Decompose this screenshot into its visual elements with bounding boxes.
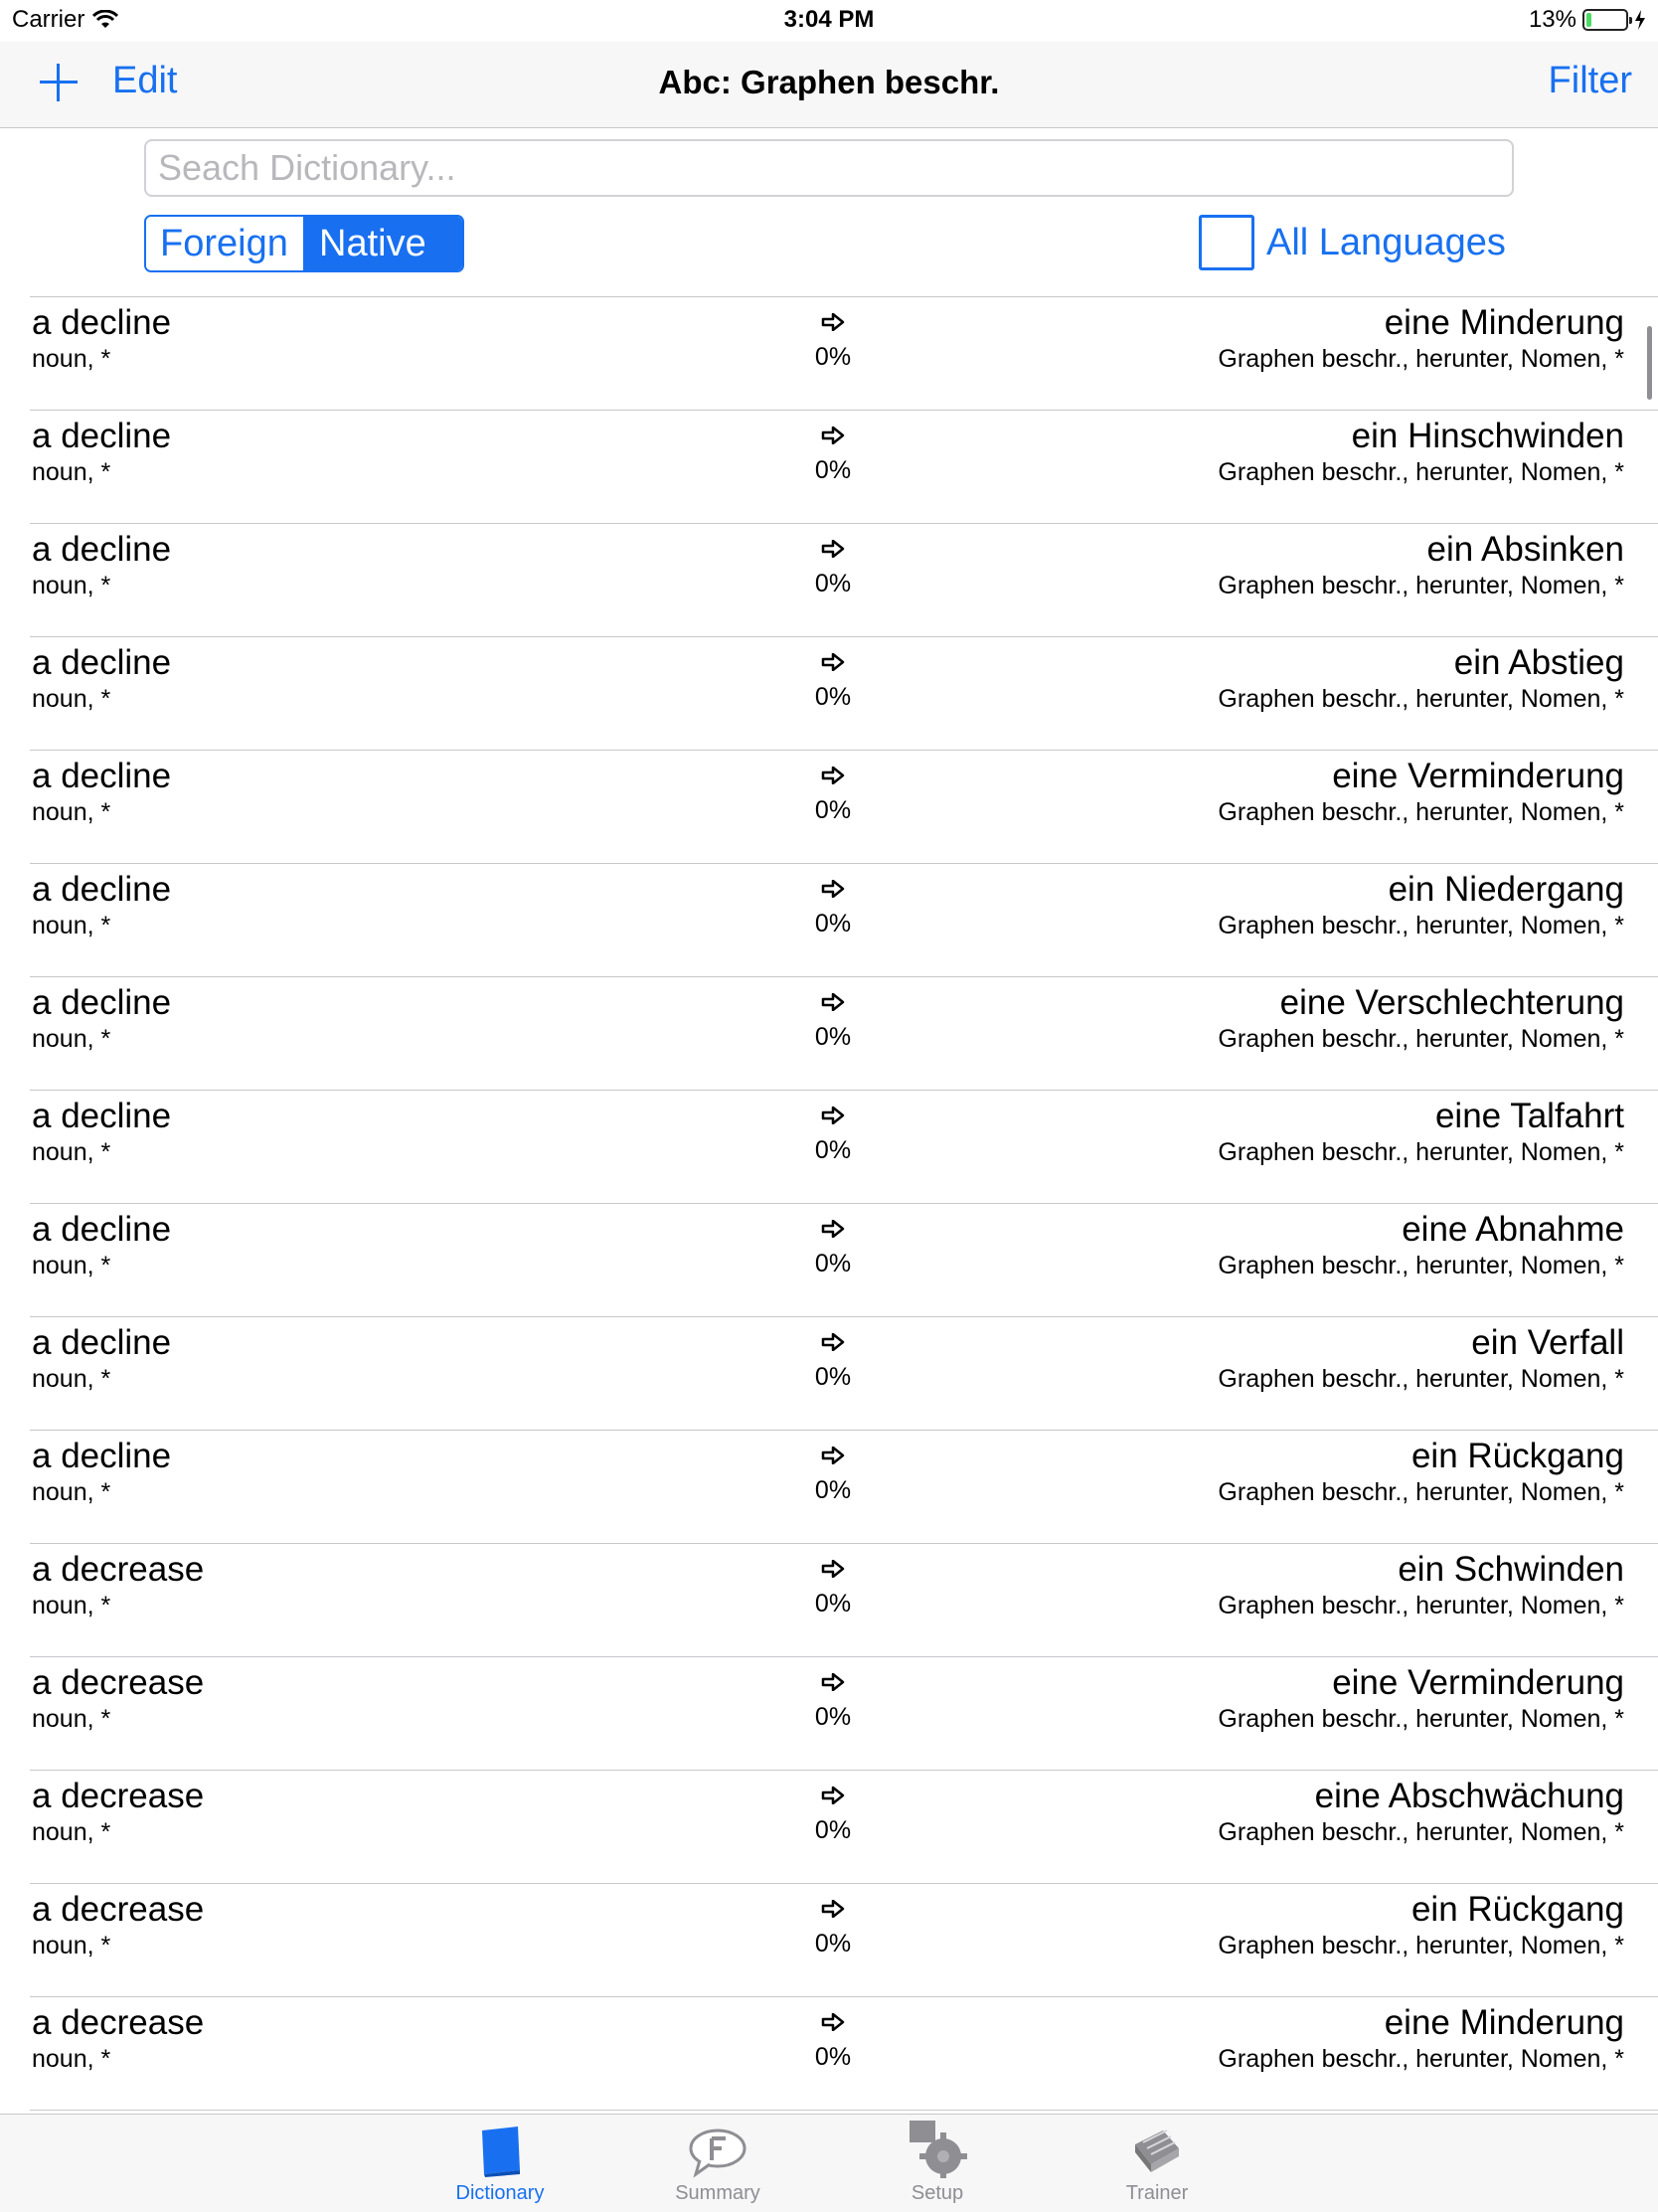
learning-score: 0%	[814, 683, 852, 711]
native-word-meta: Graphen beschr., herunter, Nomen, *	[1218, 1932, 1624, 1959]
foreign-word: a decrease	[32, 2003, 205, 2042]
list-item[interactable]	[30, 411, 1658, 524]
foreign-word-meta: noun, *	[32, 1365, 111, 1393]
foreign-word-meta: noun, *	[32, 1705, 111, 1733]
native-word: ein Abstieg	[1453, 643, 1624, 682]
native-word: eine Verminderung	[1332, 757, 1624, 795]
native-word: ein Rückgang	[1410, 1437, 1624, 1475]
translate-arrow-icon	[815, 1214, 851, 1245]
carrier-label: Carrier	[12, 6, 85, 33]
list-item[interactable]	[30, 297, 1658, 411]
tab-dictionary-label: Dictionary	[455, 2182, 545, 2204]
search-input[interactable]	[144, 139, 1514, 197]
tab-summary[interactable]	[648, 2121, 787, 2205]
learning-score: 0%	[814, 1363, 852, 1391]
native-word: eine Talfahrt	[1434, 1097, 1624, 1135]
segment-foreign[interactable]: Foreign	[146, 217, 305, 270]
translate-arrow-icon	[815, 1667, 851, 1698]
learning-score: 0%	[814, 910, 852, 937]
native-word: ein Verfall	[1471, 1323, 1624, 1362]
foreign-word-meta: noun, *	[32, 685, 111, 713]
native-word: ein Schwinden	[1398, 1550, 1624, 1589]
tab-setup-label: Setup	[911, 2182, 964, 2204]
summary-icon	[688, 2127, 747, 2178]
foreign-word-meta: noun, *	[32, 572, 111, 599]
foreign-word-meta: noun, *	[32, 345, 111, 373]
foreign-word-meta: noun, *	[32, 912, 111, 939]
charging-bolt-icon	[1634, 10, 1646, 30]
list-item[interactable]	[30, 751, 1658, 864]
language-segmented-control	[144, 215, 464, 272]
foreign-word-meta: noun, *	[32, 1932, 111, 1959]
status-time: 3:04 PM	[783, 6, 875, 33]
translate-arrow-icon	[815, 1781, 851, 1811]
dictionary-icon	[472, 2123, 528, 2178]
native-word: ein Absinken	[1426, 530, 1624, 569]
native-word: eine Minderung	[1384, 2003, 1624, 2042]
foreign-word: a decline	[32, 1097, 172, 1135]
edit-button[interactable]: Edit	[112, 60, 178, 101]
trainer-icon	[1129, 2127, 1185, 2178]
native-word: ein Niedergang	[1388, 870, 1624, 909]
translate-arrow-icon	[815, 421, 851, 451]
learning-score: 0%	[814, 1930, 852, 1957]
native-word-meta: Graphen beschr., herunter, Nomen, *	[1218, 1138, 1624, 1166]
list-item[interactable]	[30, 864, 1658, 977]
scroll-indicator[interactable]	[1647, 326, 1652, 400]
all-languages-toggle[interactable]	[1199, 215, 1506, 270]
battery-percent: 13%	[1528, 6, 1576, 33]
foreign-word: a decline	[32, 1437, 172, 1475]
foreign-word-meta: noun, *	[32, 1025, 111, 1053]
foreign-word-meta: noun, *	[32, 1478, 111, 1506]
native-word-meta: Graphen beschr., herunter, Nomen, *	[1218, 345, 1624, 373]
dictionary-list	[30, 296, 1658, 2111]
native-word-meta: Graphen beschr., herunter, Nomen, *	[1218, 912, 1624, 939]
segment-native[interactable]: Native	[305, 217, 462, 270]
list-item[interactable]	[30, 1091, 1658, 1204]
foreign-word-meta: noun, *	[32, 458, 111, 486]
page-title: Abc: Graphen beschr.	[658, 64, 1000, 100]
foreign-word-meta: noun, *	[32, 1592, 111, 1619]
translate-arrow-icon	[815, 1554, 851, 1585]
tab-dictionary[interactable]	[430, 2121, 570, 2205]
filter-button[interactable]: Filter	[1548, 60, 1632, 101]
translate-arrow-icon	[815, 1441, 851, 1471]
foreign-word: a decline	[32, 870, 172, 909]
all-languages-checkbox[interactable]	[1199, 215, 1254, 270]
translate-arrow-icon	[815, 987, 851, 1018]
native-word-meta: Graphen beschr., herunter, Nomen, *	[1218, 685, 1624, 713]
list-item[interactable]	[30, 1431, 1658, 1544]
learning-score: 0%	[814, 1476, 852, 1504]
list-item[interactable]	[30, 1884, 1658, 1997]
native-word: eine Minderung	[1384, 303, 1624, 342]
list-item[interactable]	[30, 524, 1658, 637]
native-word-meta: Graphen beschr., herunter, Nomen, *	[1218, 798, 1624, 826]
foreign-word: a decline	[32, 417, 172, 455]
setup-icon	[906, 2119, 969, 2178]
tab-trainer[interactable]	[1087, 2121, 1227, 2205]
translate-arrow-icon	[815, 647, 851, 678]
translate-arrow-icon	[815, 1327, 851, 1358]
foreign-word: a decrease	[32, 1550, 205, 1589]
navigation-bar	[0, 42, 1658, 128]
native-word-meta: Graphen beschr., herunter, Nomen, *	[1218, 1705, 1624, 1733]
native-word-meta: Graphen beschr., herunter, Nomen, *	[1218, 572, 1624, 599]
foreign-word: a decline	[32, 757, 172, 795]
list-item[interactable]	[30, 637, 1658, 751]
native-word-meta: Graphen beschr., herunter, Nomen, *	[1218, 2045, 1624, 2073]
translate-arrow-icon	[815, 2007, 851, 2038]
translate-arrow-icon	[815, 1101, 851, 1131]
tab-trainer-label: Trainer	[1125, 2182, 1189, 2204]
translate-arrow-icon	[815, 1894, 851, 1925]
list-item[interactable]	[30, 1997, 1658, 2111]
list-item[interactable]	[30, 1771, 1658, 1884]
translate-arrow-icon	[815, 307, 851, 338]
native-word: ein Hinschwinden	[1351, 417, 1624, 455]
translate-arrow-icon	[815, 534, 851, 565]
foreign-word-meta: noun, *	[32, 1252, 111, 1279]
learning-score: 0%	[814, 343, 852, 371]
native-word: eine Abnahme	[1402, 1210, 1624, 1249]
foreign-word: a decrease	[32, 1890, 205, 1929]
list-item[interactable]	[30, 977, 1658, 1091]
foreign-word: a decline	[32, 1323, 172, 1362]
learning-score: 0%	[814, 570, 852, 597]
list-item[interactable]	[30, 1657, 1658, 1771]
learning-score: 0%	[814, 1136, 852, 1164]
foreign-word-meta: noun, *	[32, 2045, 111, 2073]
foreign-word-meta: noun, *	[32, 1818, 111, 1846]
all-languages-label: All Languages	[1266, 221, 1506, 263]
status-bar	[0, 0, 1658, 42]
tab-summary-label: Summary	[675, 2182, 760, 2204]
native-word-meta: Graphen beschr., herunter, Nomen, *	[1218, 1025, 1624, 1053]
native-word-meta: Graphen beschr., herunter, Nomen, *	[1218, 1818, 1624, 1846]
battery-icon	[1582, 9, 1628, 31]
learning-score: 0%	[814, 1703, 852, 1731]
foreign-word: a decline	[32, 530, 172, 569]
native-word: ein Rückgang	[1410, 1890, 1624, 1929]
native-word-meta: Graphen beschr., herunter, Nomen, *	[1218, 1365, 1624, 1393]
native-word-meta: Graphen beschr., herunter, Nomen, *	[1218, 1478, 1624, 1506]
learning-score: 0%	[814, 2043, 852, 2071]
learning-score: 0%	[814, 1023, 852, 1051]
native-word-meta: Graphen beschr., herunter, Nomen, *	[1218, 1252, 1624, 1279]
foreign-word: a decrease	[32, 1663, 205, 1702]
learning-score: 0%	[814, 1250, 852, 1277]
foreign-word-meta: noun, *	[32, 798, 111, 826]
foreign-word-meta: noun, *	[32, 1138, 111, 1166]
foreign-word: a decline	[32, 643, 172, 682]
list-item[interactable]	[30, 1204, 1658, 1317]
tab-bar	[0, 2114, 1658, 2212]
learning-score: 0%	[814, 1590, 852, 1617]
native-word-meta: Graphen beschr., herunter, Nomen, *	[1218, 458, 1624, 486]
learning-score: 0%	[814, 1816, 852, 1844]
list-item[interactable]	[30, 1317, 1658, 1431]
native-word: eine Verminderung	[1332, 1663, 1624, 1702]
foreign-word: a decline	[32, 983, 172, 1022]
battery-indicator	[1529, 6, 1646, 34]
foreign-word: a decline	[32, 303, 172, 342]
foreign-word: a decline	[32, 1210, 172, 1249]
learning-score: 0%	[814, 796, 852, 824]
native-word-meta: Graphen beschr., herunter, Nomen, *	[1218, 1592, 1624, 1619]
foreign-word: a decrease	[32, 1777, 205, 1815]
translate-arrow-icon	[815, 761, 851, 791]
tab-setup[interactable]	[868, 2121, 1007, 2205]
learning-score: 0%	[814, 456, 852, 484]
native-word: eine Verschlechterung	[1279, 983, 1624, 1022]
native-word: eine Abschwächung	[1314, 1777, 1624, 1815]
translate-arrow-icon	[815, 874, 851, 905]
list-item[interactable]	[30, 1544, 1658, 1657]
